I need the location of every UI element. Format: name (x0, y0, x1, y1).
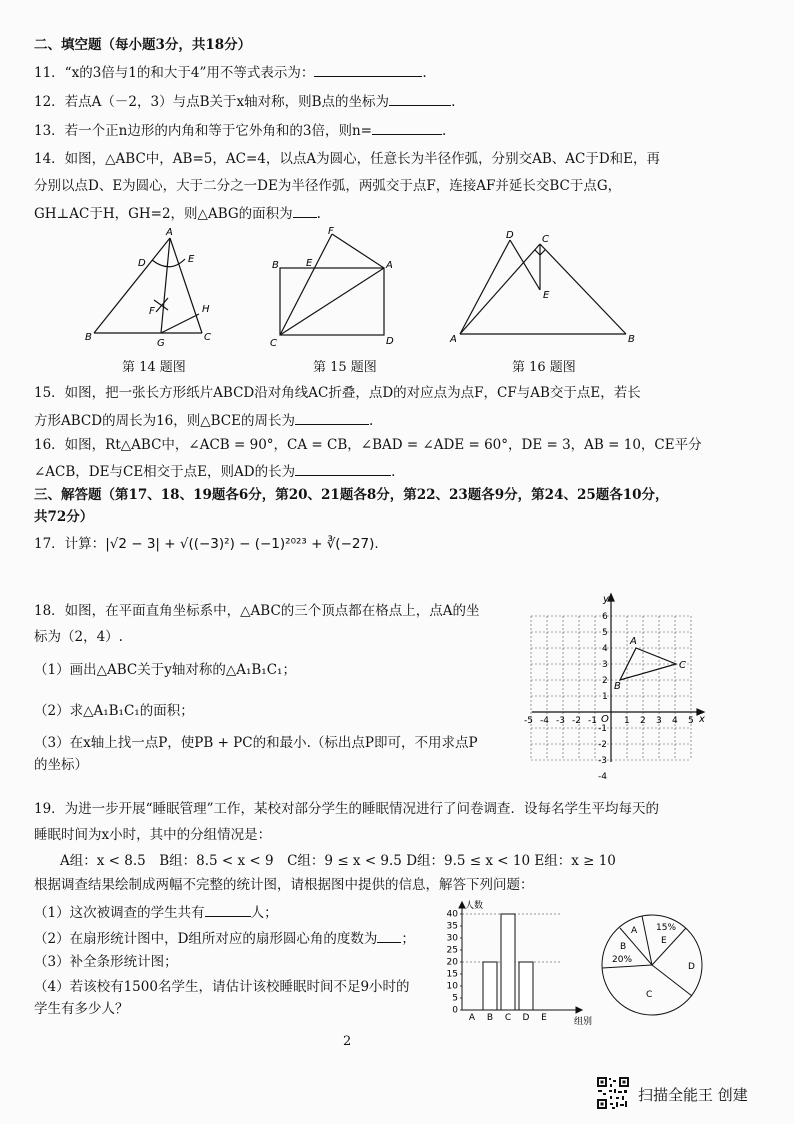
pie-label-d: D (688, 962, 695, 972)
f14-label-d: D (138, 258, 146, 269)
bar-y-tick: 30 (446, 933, 458, 944)
section3-heading-line1: 三、解答题（第17、18、19题各6分，第20、21题各8分，第22、23题各9分，第24、25题各10分， (34, 487, 669, 503)
q19-part2 (34, 928, 415, 948)
q19-line2: 睡眠时间为x小时，其中的分组情况是： (34, 827, 272, 843)
grid-x-tick: 3 (656, 716, 662, 726)
f15-label-e: E (306, 258, 313, 269)
pie-divider-1 (642, 916, 652, 965)
q16-line2 (34, 461, 395, 481)
section3-heading-line2: 共72分） (34, 509, 94, 525)
q14-line2: 分别以点D、E为圆心，大于二分之一DE为半径作弧，两弧交于点F，连接AF并延长交BC于点G， (34, 178, 622, 194)
f16-side-ac (460, 244, 540, 334)
q18-part3b: 的坐标） (34, 757, 88, 773)
grid-y-tick: -3 (598, 756, 607, 766)
q19-groups: A组：x < 8.5 B组：8.5 < x < 9 C组：9 ≤ x < 9.5 D组：9.5 ≤ x < 10 E组：x ≥ 10 (60, 853, 616, 869)
grid-x-tick: -1 (588, 716, 597, 726)
q14-line1: 14．如图，△ABC中，AB=5，AC=4，以点A为圆心，任意长为半径作弧，分别交AB、AC于D和E，再 (34, 151, 661, 167)
bar-y-tick: 20 (446, 957, 458, 968)
q16-answer-blank[interactable] (295, 461, 391, 476)
q19-intro: 根据调查结果绘制成两幅不完整的统计图，请根据图中提供的信息，解答下列问题： (34, 877, 534, 893)
bar-x-tick: D (522, 1013, 530, 1023)
q19-bar-chart (438, 896, 593, 1028)
q19-part4a: （4）若该校有1500名学生，请估计该校睡眠时间不足9小时的 (34, 979, 410, 995)
grid-y-tick: -1 (598, 724, 607, 734)
q12-text: 12．若点A（－2，3）与点B关于x轴对称，则B点的坐标为 (34, 94, 390, 110)
bar-x-tick: C (504, 1013, 512, 1023)
grid-y-tick: 5 (602, 628, 608, 638)
f15-label-d: D (386, 336, 394, 347)
q15-tail: . (369, 413, 374, 429)
q14-tail: . (316, 206, 321, 222)
f14-line-gh (161, 314, 199, 333)
f14-arcs-f (154, 298, 168, 312)
bar-y-tick: 10 (446, 981, 458, 992)
q16-line1: 16．如图，Rt△ABC中，∠ACB = 90°，CA = CB，∠BAD = ∠ADE = 60°，DE = 3，AB = 10，CE平分 (34, 437, 702, 453)
figure-15 (266, 222, 416, 350)
pie-label-e-pct: 15% (656, 923, 677, 933)
bar-C (501, 914, 515, 1010)
q18-label-a: A (630, 636, 637, 647)
q11 (34, 62, 427, 82)
q18-part2: （2）求△A₁B₁C₁的面积； (34, 703, 194, 719)
grid-x-tick: -3 (556, 716, 565, 726)
q18-part3a: （3）在x轴上找一点P，使PB + PC的和最小.（标出点P即可，不用求点P (34, 735, 478, 751)
q11-text: 11．“x的3倍与1的和大于4”用不等式表示为： (34, 65, 315, 81)
pie-label-a: A (631, 926, 638, 936)
pie-divider-4 (652, 928, 686, 965)
figure-14 (82, 222, 232, 350)
grid-x-tick: -4 (540, 716, 549, 726)
pie-divider-3 (602, 965, 652, 968)
grid-y-tick: 2 (602, 676, 608, 686)
f14-side-ab (94, 238, 170, 333)
grid-y-tick: -4 (598, 772, 607, 782)
pie-label-b-pct: 20% (612, 955, 633, 965)
q12-tail: . (451, 94, 456, 110)
q13-answer-blank[interactable] (372, 120, 442, 135)
bar-y-tick: 40 (446, 909, 458, 920)
q15-line2-text: 方形ABCD的周长为16，则△BCE的周长为 (34, 413, 295, 429)
q17-expression: |√2 − 3| + √((−3)²) − (−1)²⁰²³ + ∛(−27). (105, 536, 379, 552)
f15-label-c: C (270, 338, 277, 349)
q16-line2-text: ∠ACB，DE与CE相交于点E，则AD的长为 (34, 464, 296, 480)
q18-x-label: x (699, 714, 705, 725)
f16-label-c: C (542, 234, 549, 245)
q18-y-label: y (603, 594, 609, 605)
grid-x-tick: 2 (640, 716, 646, 726)
bar-B (483, 962, 497, 1010)
page-number: 2 (343, 1034, 352, 1049)
f15-label-f: F (328, 226, 334, 237)
pie-divider-5 (652, 965, 692, 996)
f16-label-a: A (450, 334, 457, 345)
q14-answer-blank[interactable] (293, 203, 317, 218)
grid-x-tick: 1 (624, 716, 630, 726)
f16-label-d: D (506, 230, 514, 241)
f15-label-b: B (272, 260, 279, 271)
q17 (34, 535, 379, 553)
f14-label-h: H (202, 304, 210, 315)
grid-x-tick: 5 (688, 716, 694, 726)
f16-label-b: B (628, 334, 635, 345)
f15-label-a: A (386, 260, 393, 271)
q13 (34, 120, 446, 140)
f14-label-a: A (166, 227, 173, 238)
bar-x-tick: B (486, 1013, 494, 1023)
f14-label-g: G (157, 338, 165, 349)
f14-label-f: F (149, 306, 155, 317)
pie-label-e: E (661, 936, 667, 946)
f14-label-b: B (85, 332, 92, 343)
q19-part2-blank[interactable] (377, 928, 401, 943)
q18-line2: 标为（2，4）. (34, 629, 123, 645)
f16-label-e: E (543, 290, 550, 301)
figure-16 (448, 222, 638, 350)
q19-part2-tail: ； (401, 931, 415, 947)
q16-tail: . (391, 464, 396, 480)
bar-y-label: 人数 (465, 901, 484, 911)
grid-x-tick: 4 (672, 716, 678, 726)
f14-label-e: E (188, 254, 195, 265)
q15-line1: 15．如图，把一张长方形纸片ABCD沿对角线AC折叠，点D的对应点为点F，CF与AB交于点E，若长 (34, 385, 641, 401)
grid-y-tick: 3 (602, 660, 608, 670)
q13-text: 13．若一个正n边形的内角和等于它外角和的3倍，则n= (34, 123, 372, 139)
q19-part4b: 学生有多少人？ (34, 1001, 129, 1017)
q19-part2-text: （2）在扇形统计图中，D组所对应的扇形圆心角的度数为 (34, 931, 378, 947)
q19-line1: 19．为进一步开展“睡眠管理”工作，某校对部分学生的睡眠情况进行了问卷调查．设每名学生平均每天的 (34, 801, 659, 817)
q18-label-b: B (614, 681, 621, 692)
bar-y-tick: 5 (452, 993, 458, 1004)
q15-answer-blank[interactable] (295, 410, 369, 425)
q19-part1 (34, 902, 278, 922)
f14-label-c: C (204, 332, 211, 343)
grid-x-tick: -2 (572, 716, 581, 726)
caption-fig16: 第 16 题图 (512, 360, 576, 375)
caption-fig15: 第 15 题图 (313, 360, 377, 375)
q18-label-c: C (679, 660, 686, 671)
bar-D (519, 962, 533, 1010)
section2-heading: 二、填空题（每小题3分，共18分） (34, 37, 252, 53)
q13-tail: . (441, 123, 447, 139)
q14-line3-text: GH⊥AC于H，GH=2，则△ABG的面积为 (34, 206, 293, 222)
qr-code-icon (596, 1076, 630, 1110)
q19-part1-text: （1）这次被调查的学生共有 (34, 905, 205, 921)
caption-fig14: 第 14 题图 (122, 360, 186, 375)
q19-part1-tail: 人； (250, 905, 278, 921)
grid-x-tick: -5 (524, 716, 533, 726)
q19-pie-chart (594, 912, 724, 1022)
q18-coordinate-grid (524, 592, 712, 782)
grid-y-tick: 4 (602, 644, 608, 654)
bar-y-tick: 35 (446, 921, 458, 932)
f15-line-fa (332, 234, 384, 268)
f15-diagonal-ac (280, 268, 384, 335)
f14-side-ac (170, 238, 202, 333)
q12 (34, 91, 455, 111)
f15-line-cf (280, 234, 332, 335)
bar-x-arrow (576, 1007, 582, 1013)
q17-prefix: 17．计算： (34, 536, 106, 552)
bar-y-tick: 0 (452, 1005, 458, 1016)
bar-x-tick: A (468, 1013, 476, 1023)
bar-y-tick: 15 (446, 969, 458, 980)
f14-line-ag (161, 238, 170, 333)
q14-line3 (34, 203, 321, 223)
pie-label-c: C (646, 990, 653, 1000)
f16-side-cb (540, 244, 626, 334)
grid-y-tick: 6 (602, 612, 608, 622)
pie-label-b: B (620, 942, 627, 952)
f16-line-de (510, 240, 540, 290)
q19-part1-blank[interactable] (205, 902, 251, 917)
q18-line1: 18．如图，在平面直角坐标系中，△ABC的三个顶点都在格点上，点A的坐 (34, 603, 480, 619)
q18-origin-label: O (601, 714, 609, 725)
q11-answer-blank[interactable] (314, 62, 422, 77)
q18-part1: （1）画出△ABC关于y轴对称的△A₁B₁C₁； (34, 662, 296, 678)
bar-x-tick: E (541, 1013, 547, 1023)
bar-y-tick: 25 (446, 945, 458, 956)
q15-line2 (34, 410, 373, 430)
grid-y-tick: 1 (602, 692, 608, 702)
bar-x-label: 组别 (574, 1017, 593, 1027)
q19-part3: （3）补全条形统计图； (34, 954, 178, 970)
scanner-brand-text: 扫描全能王 创建 (638, 1086, 748, 1104)
scanner-watermark (596, 1076, 768, 1112)
grid-y-tick: -2 (598, 740, 607, 750)
q11-tail: . (422, 65, 427, 81)
q12-answer-blank[interactable] (389, 91, 451, 106)
